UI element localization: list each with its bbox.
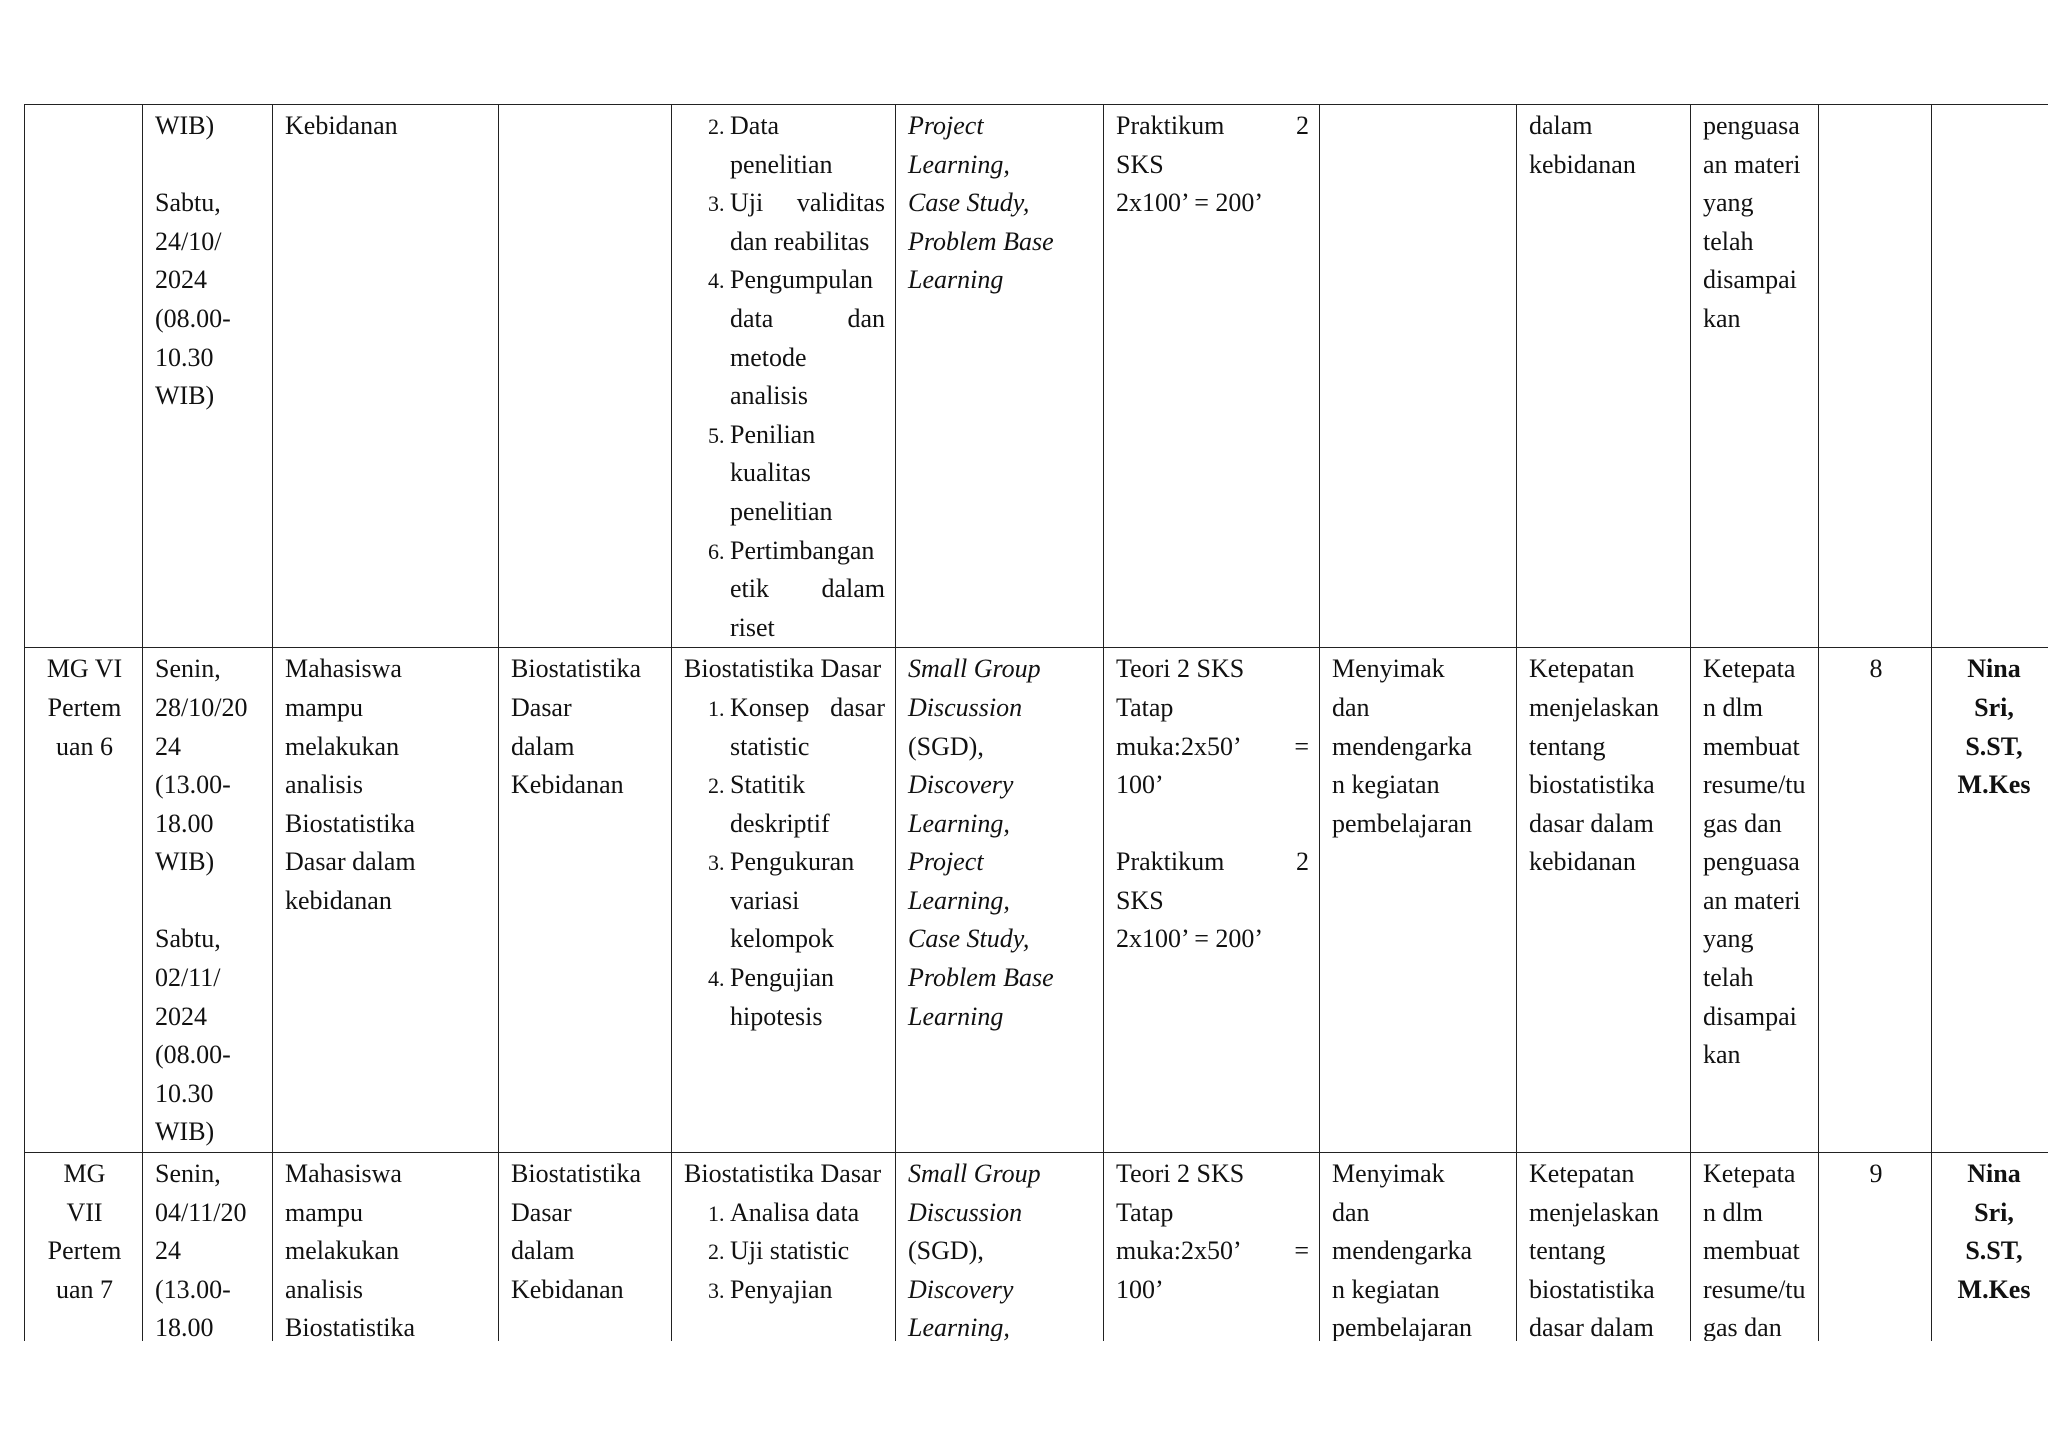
- cell-line: Learning: [908, 265, 1004, 295]
- cell-line: MG: [63, 1159, 106, 1189]
- list-item: 4. Pengujian hipotesis: [730, 959, 885, 1036]
- cell-line: Problem Base: [908, 963, 1054, 993]
- waktu-cell: [1104, 1153, 1320, 1341]
- pengalaman-cell: [1320, 105, 1517, 648]
- cell-line: Menyimak: [1332, 1159, 1445, 1189]
- cell-line: dalam: [1529, 111, 1593, 140]
- waktu-cell: [1104, 105, 1320, 648]
- table-row: [25, 105, 2048, 648]
- dosen-cell: [1932, 1153, 2048, 1341]
- cell-line: telah: [1703, 963, 1754, 993]
- cell-line: SKS: [1116, 885, 1164, 915]
- cell-line: penguasa: [1703, 111, 1800, 140]
- cell-line: n kegiatan: [1332, 770, 1440, 800]
- cell-line: WIB): [155, 381, 215, 411]
- cell-line: 100’: [1116, 1274, 1164, 1304]
- cell-line: Biostatistika: [511, 654, 641, 684]
- bobot-value: 9: [1869, 1159, 1883, 1189]
- list-item: 5. Penilian kualitas penelitian: [730, 416, 885, 532]
- cell-line: Sri,: [1974, 1197, 2014, 1227]
- cell-line: Biostatistika: [285, 1313, 415, 1341]
- cell-line: melakukan: [285, 1236, 400, 1266]
- cell-line: disampai: [1703, 1001, 1797, 1031]
- cell-line: Kebidanan: [285, 111, 398, 140]
- list-item: 2. Statitik deskriptif: [730, 766, 885, 843]
- cell-line: uan 6: [55, 731, 114, 761]
- cell-line: menjelaskan: [1529, 692, 1659, 722]
- cell-line: Learning,: [908, 808, 1010, 838]
- cell-line: 28/10/20: [155, 692, 248, 722]
- cell-line: an materi: [1703, 149, 1801, 179]
- cell-line: mampu: [285, 1197, 363, 1227]
- cell-line: Teori 2 SKS: [1116, 654, 1245, 684]
- list-item: 4. Pengumpulan data dan metode analisis: [730, 261, 885, 415]
- dosen-cell: [1932, 648, 2048, 1153]
- cell-line: 2024: [155, 265, 207, 295]
- cell-line: Small Group: [908, 1159, 1041, 1189]
- cell-line: S.ST,: [1965, 1236, 2023, 1266]
- materi-cell: [672, 105, 896, 648]
- bahan-kajian-cell: [499, 648, 672, 1153]
- pengalaman-cell: [1320, 648, 1517, 1153]
- cell-line: Kebidanan: [511, 1274, 624, 1304]
- cell-line: Pertem: [47, 1236, 122, 1266]
- cell-line: kebidanan: [1529, 149, 1636, 179]
- cell-line: Learning,: [908, 885, 1010, 915]
- list-item: 6. Pertimbangan etik dalam riset: [730, 532, 885, 648]
- cell-line: 24/10/: [155, 226, 222, 256]
- cell-line: 2x100’ = 200’: [1116, 188, 1264, 218]
- bahan-kajian-cell: [499, 105, 672, 648]
- cell-line: dalam: [511, 1236, 575, 1266]
- cell-line: MG VI: [46, 654, 123, 684]
- document-page: [24, 104, 2048, 1341]
- cell-line: (SGD),: [908, 731, 984, 761]
- cell-line: dalam: [511, 731, 575, 761]
- cell-line: Ketepatan: [1529, 1159, 1635, 1189]
- cell-line: yang: [1703, 188, 1754, 218]
- cell-line: mendengarka: [1332, 731, 1473, 761]
- cell-line: Tatap: [1116, 1197, 1174, 1227]
- cell-line: membuat: [1703, 1236, 1800, 1266]
- cell-line: Ketepatan: [1529, 654, 1635, 684]
- cell-line: muka:2x50’ =: [1116, 1236, 1309, 1266]
- cell-line: Ketepata: [1703, 1159, 1796, 1189]
- cell-line: pembelajaran: [1332, 1313, 1473, 1341]
- bobot-cell: [1819, 1153, 1932, 1341]
- cell-line: biostatistika: [1529, 1274, 1655, 1304]
- cell-line: disampai: [1703, 265, 1797, 295]
- waktu-cell: [1104, 648, 1320, 1153]
- cell-line: kan: [1703, 1040, 1741, 1070]
- materi-list: [684, 689, 885, 1036]
- materi-list: [684, 107, 885, 647]
- materi-title: Biostatistika Dasar: [684, 654, 882, 684]
- cell-line: analisis: [285, 770, 363, 800]
- table-body: [25, 105, 2048, 1342]
- cell-line: [1116, 805, 1309, 844]
- cell-line: Dasar: [511, 692, 572, 722]
- cell-line: Case Study,: [908, 188, 1030, 218]
- cell-line: Learning,: [908, 1313, 1010, 1341]
- cell-line: membuat: [1703, 731, 1800, 761]
- cell-line: kebidanan: [1529, 847, 1636, 877]
- list-item: 1. Konsep dasar statistic: [730, 689, 885, 766]
- indikator-cell: [1691, 1153, 1819, 1341]
- kemampuan-cell: [273, 105, 499, 648]
- cell-line: Learning: [908, 1001, 1004, 1031]
- cell-line: 18.00: [155, 1313, 214, 1341]
- cell-line: Discovery: [908, 770, 1014, 800]
- list-item: 3. Penyajian: [730, 1271, 885, 1310]
- materi-cell: [672, 648, 896, 1153]
- cell-line: Pertem: [47, 692, 122, 722]
- materi-title: Biostatistika Dasar: [684, 1159, 882, 1189]
- cell-line: Small Group: [908, 654, 1041, 684]
- cell-line: Project: [908, 111, 984, 140]
- indikator-cell: [1691, 105, 1819, 648]
- kemampuan-cell: [273, 648, 499, 1153]
- kemampuan-cell: [273, 1153, 499, 1341]
- cell-line: 10.30: [155, 342, 214, 372]
- cell-line: [155, 146, 262, 185]
- cell-line: 100’: [1116, 770, 1164, 800]
- cell-line: (SGD),: [908, 1236, 984, 1266]
- cell-line: 2x100’ = 200’: [1116, 924, 1264, 954]
- cell-line: an materi: [1703, 885, 1801, 915]
- cell-line: Praktikum 2: [1116, 847, 1309, 877]
- cell-line: uan 7: [55, 1274, 114, 1304]
- cell-line: M.Kes: [1957, 770, 2031, 800]
- cell-line: (13.00-: [155, 770, 231, 800]
- tanggal-cell: [143, 648, 273, 1153]
- cell-line: S.ST,: [1965, 731, 2023, 761]
- cell-line: Project: [908, 847, 984, 877]
- cell-line: melakukan: [285, 731, 400, 761]
- bobot-value: 8: [1869, 654, 1883, 684]
- cell-line: Teori 2 SKS: [1116, 1159, 1245, 1189]
- cell-line: WIB): [155, 111, 215, 140]
- cell-line: dan: [1332, 1197, 1370, 1227]
- cell-line: Dasar dalam: [285, 847, 416, 877]
- cell-line: VII: [66, 1197, 103, 1227]
- cell-line: dan: [1332, 692, 1370, 722]
- cell-line: telah: [1703, 226, 1754, 256]
- cell-line: mampu: [285, 692, 363, 722]
- cell-line: n dlm: [1703, 692, 1763, 722]
- cell-line: [155, 882, 262, 921]
- cell-line: SKS: [1116, 149, 1164, 179]
- cell-line: Nina: [1967, 654, 2021, 684]
- cell-line: biostatistika: [1529, 770, 1655, 800]
- pertemuan-cell: [25, 105, 143, 648]
- cell-line: Discovery: [908, 1274, 1014, 1304]
- cell-line: Sabtu,: [155, 188, 221, 218]
- pengalaman-cell: [1320, 1153, 1517, 1341]
- cell-line: Sri,: [1974, 692, 2014, 722]
- cell-line: Dasar: [511, 1197, 572, 1227]
- cell-line: WIB): [155, 1117, 215, 1147]
- cell-line: menjelaskan: [1529, 1197, 1659, 1227]
- cell-line: Biostatistika: [285, 808, 415, 838]
- materi-list: [684, 1194, 885, 1310]
- tanggal-cell: [143, 105, 273, 648]
- indikator-cell: [1691, 648, 1819, 1153]
- cell-line: (08.00-: [155, 303, 231, 333]
- cell-line: Mahasiswa: [285, 654, 402, 684]
- kriteria-cell: [1517, 648, 1691, 1153]
- cell-line: dasar dalam: [1529, 808, 1654, 838]
- cell-line: analisis: [285, 1274, 363, 1304]
- cell-line: Tatap: [1116, 692, 1174, 722]
- cell-line: Discussion: [908, 692, 1023, 722]
- cell-line: tentang: [1529, 731, 1606, 761]
- list-item: 1. Analisa data: [730, 1194, 885, 1233]
- cell-line: 2024: [155, 1001, 207, 1031]
- cell-line: Sabtu,: [155, 924, 221, 954]
- cell-line: Senin,: [155, 654, 221, 684]
- cell-line: n kegiatan: [1332, 1274, 1440, 1304]
- metode-cell: [896, 1153, 1104, 1341]
- tanggal-cell: [143, 1153, 273, 1341]
- metode-cell: [896, 648, 1104, 1153]
- metode-cell: [896, 105, 1104, 648]
- cell-line: kan: [1703, 303, 1741, 333]
- cell-line: (13.00-: [155, 1274, 231, 1304]
- cell-line: (08.00-: [155, 1040, 231, 1070]
- cell-line: yang: [1703, 924, 1754, 954]
- materi-cell: [672, 1153, 896, 1341]
- cell-line: M.Kes: [1957, 1274, 2031, 1304]
- table-row: [25, 1153, 2048, 1341]
- cell-line: Discussion: [908, 1197, 1023, 1227]
- cell-line: tentang: [1529, 1236, 1606, 1266]
- bahan-kajian-cell: [499, 1153, 672, 1341]
- kriteria-cell: [1517, 1153, 1691, 1341]
- cell-line: Problem Base: [908, 226, 1054, 256]
- list-item: 2. Uji statistic: [730, 1232, 885, 1271]
- cell-line: Nina: [1967, 1159, 2021, 1189]
- list-item: 3. Pengukuran variasi kelompok: [730, 843, 885, 959]
- rps-table: [24, 104, 2048, 1341]
- cell-line: resume/tu: [1703, 1274, 1806, 1304]
- cell-line: 10.30: [155, 1078, 214, 1108]
- pertemuan-cell: [25, 1153, 143, 1341]
- cell-line: pembelajaran: [1332, 808, 1473, 838]
- cell-line: 04/11/20: [155, 1197, 247, 1227]
- list-item: 2. Data penelitian: [730, 107, 885, 184]
- cell-line: Mahasiswa: [285, 1159, 402, 1189]
- cell-line: Ketepata: [1703, 654, 1796, 684]
- kriteria-cell: [1517, 105, 1691, 648]
- cell-line: 02/11/: [155, 963, 221, 993]
- cell-line: WIB): [155, 847, 215, 877]
- bobot-cell: [1819, 105, 1932, 648]
- cell-line: Praktikum 2: [1116, 111, 1309, 140]
- cell-line: dasar dalam: [1529, 1313, 1654, 1341]
- cell-line: 24: [155, 1236, 181, 1266]
- list-item: 3. Uji validitas dan reabilitas: [730, 184, 885, 261]
- cell-line: Biostatistika: [511, 1159, 641, 1189]
- cell-line: penguasa: [1703, 847, 1800, 877]
- cell-line: n dlm: [1703, 1197, 1763, 1227]
- pertemuan-cell: [25, 648, 143, 1153]
- cell-line: Kebidanan: [511, 770, 624, 800]
- cell-line: 24: [155, 731, 181, 761]
- cell-line: Menyimak: [1332, 654, 1445, 684]
- bobot-value: [1831, 107, 1921, 146]
- cell-line: Senin,: [155, 1159, 221, 1189]
- cell-line: 18.00: [155, 808, 214, 838]
- cell-line: Learning,: [908, 149, 1010, 179]
- table-row: [25, 648, 2048, 1153]
- cell-line: muka:2x50’ =: [1116, 731, 1309, 761]
- cell-line: mendengarka: [1332, 1236, 1473, 1266]
- cell-line: kebidanan: [285, 885, 392, 915]
- cell-line: resume/tu: [1703, 770, 1806, 800]
- cell-line: gas dan: [1703, 1313, 1782, 1341]
- cell-line: Case Study,: [908, 924, 1030, 954]
- cell-line: gas dan: [1703, 808, 1782, 838]
- dosen-cell: [1932, 105, 2048, 648]
- bobot-cell: [1819, 648, 1932, 1153]
